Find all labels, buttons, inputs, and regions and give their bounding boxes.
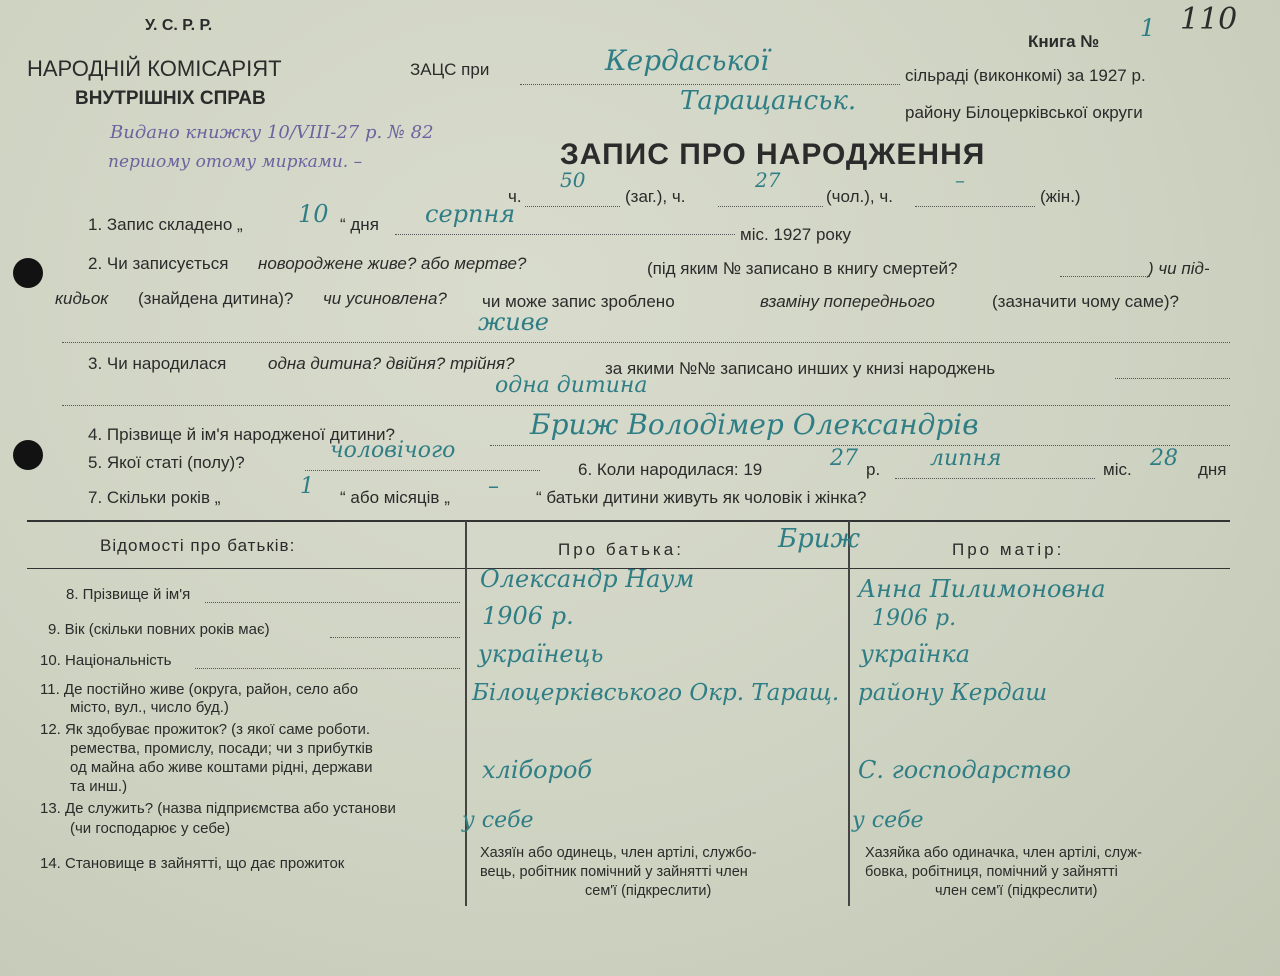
field-2-label-h: чи може запис зроблено bbox=[482, 292, 675, 311]
row-11-mother-handwritten: району Кердаш bbox=[858, 680, 1048, 706]
row-13-label: 13. Де служить? (назва підприємства або установи bbox=[40, 800, 396, 817]
row-14-mother-line-3: член сем'ї (підкреслити) bbox=[935, 883, 1098, 899]
field-2-answer-handwritten: живе bbox=[478, 308, 549, 336]
row-9-mother-handwritten: 1906 р. bbox=[872, 606, 957, 631]
field-6-month-line bbox=[895, 478, 1095, 479]
row-10-father-handwritten: українець bbox=[478, 640, 604, 668]
number-female-handwritten: – bbox=[955, 168, 965, 192]
table-header-father: Про батька: bbox=[558, 540, 684, 559]
field-5-answer-handwritten: чоловічого bbox=[330, 438, 456, 463]
field-3-line-b bbox=[62, 405, 1230, 406]
commissariat-line-2: ВНУТРІШНІХ СПРАВ bbox=[75, 88, 266, 109]
row-9-father-handwritten: 1906 р. bbox=[482, 602, 574, 630]
field-2-label-c: (під яким № записано в книгу смертей? bbox=[647, 259, 958, 278]
row-10-mother-handwritten: українка bbox=[860, 640, 971, 668]
table-header-father-surname-handwritten: Бриж bbox=[778, 524, 861, 554]
row-10-label-line bbox=[195, 668, 460, 669]
row-12-label: 12. Як здобуває прожиток? (з якої саме роботи. bbox=[40, 721, 371, 738]
row-8-label-line bbox=[205, 602, 460, 603]
zags-label: ЗАЦС при bbox=[410, 60, 490, 79]
field-3-line-a bbox=[1115, 378, 1230, 379]
field-7-label-b: “ або місяців „ bbox=[340, 488, 450, 507]
row-10-label: 10. Національність bbox=[40, 652, 172, 669]
number-total-line bbox=[525, 206, 620, 207]
row-14-mother-line-1: Хазяйка або одиначка, член артілі, служ- bbox=[865, 845, 1142, 861]
field-4-line bbox=[490, 445, 1230, 446]
field-6-day-handwritten: 28 bbox=[1150, 446, 1178, 471]
row-14-father-line-2: вець, робітник помічний у зайнятті член bbox=[480, 864, 748, 880]
ussr-label: У. С. Р. Р. bbox=[145, 17, 213, 34]
row-14-label: 14. Становище в зайнятті, що дає прожиток bbox=[40, 855, 345, 872]
row-13-father-handwritten: у себе bbox=[462, 808, 534, 833]
number-zhin-label: (жін.) bbox=[1040, 187, 1081, 206]
field-6-label-d: дня bbox=[1198, 460, 1227, 479]
book-label: Книга № bbox=[1028, 32, 1100, 51]
issuance-note-line-1: Видано книжку 10/VIII-27 р. № 82 bbox=[110, 122, 434, 143]
field-3-label-b: одна дитина? двійня? трійня? bbox=[268, 354, 515, 373]
table-divider-2 bbox=[848, 521, 850, 906]
field-1-month-handwritten: серпня bbox=[425, 200, 516, 228]
field-2-label-e: кидьок bbox=[55, 289, 109, 308]
row-8-label: 8. Прізвище й ім'я bbox=[66, 586, 191, 603]
number-chol-label: (чол.), ч. bbox=[826, 187, 893, 206]
punch-hole-top bbox=[13, 258, 43, 288]
row-14-father-line-3: сем'ї (підкреслити) bbox=[585, 883, 712, 899]
field-2-answer-line bbox=[62, 342, 1230, 343]
field-6-label-b: р. bbox=[866, 460, 881, 479]
district-handwritten: Таращанськ. bbox=[680, 86, 857, 116]
field-4-label: 4. Прізвище й ім'я народженої дитини? bbox=[88, 425, 395, 444]
row-9-label-line bbox=[330, 637, 460, 638]
table-header-parents: Відомості про батьків: bbox=[100, 536, 296, 555]
number-zag-label: (заг.), ч. bbox=[625, 187, 686, 206]
row-11-father-handwritten: Білоцерківського Окр. Таращ. bbox=[472, 680, 840, 706]
field-6-year-handwritten: 27 bbox=[830, 446, 858, 471]
page-title: ЗАПИС ПРО НАРОДЖЕННЯ bbox=[560, 138, 986, 171]
row-14-father-line-1: Хазяїн або одинець, член артілі, службо- bbox=[480, 845, 757, 861]
row-9-label: 9. Вік (скільки повних років має) bbox=[48, 621, 270, 638]
table-top-rule bbox=[27, 520, 1230, 522]
selrada-label: сільраді (виконкомі) за 1927 р. bbox=[905, 66, 1146, 85]
row-12-label-3: од майна або живе коштами рідні, держави bbox=[70, 759, 373, 776]
village-line bbox=[520, 84, 900, 85]
table-divider-1 bbox=[465, 521, 467, 906]
field-2-label-b: новороджене живе? або мертве? bbox=[258, 254, 527, 273]
field-7-years-handwritten: 1 bbox=[300, 474, 314, 499]
table-header-mother: Про матір: bbox=[952, 540, 1065, 559]
field-7-label-a: 7. Скільки років „ bbox=[88, 488, 221, 507]
field-3-label-c: за якими №№ записано инших у книзі народжень bbox=[605, 359, 996, 378]
archive-number-handwritten: 110 bbox=[1180, 2, 1238, 37]
field-6-label-a: 6. Коли народилася: 19 bbox=[578, 460, 763, 479]
field-6-month-handwritten: липня bbox=[930, 446, 1002, 471]
row-11-label-2: місто, вул., число буд.) bbox=[70, 699, 229, 716]
number-total-handwritten: 50 bbox=[560, 168, 586, 192]
row-13-mother-handwritten: у себе bbox=[852, 808, 924, 833]
row-12-father-handwritten: хлібороб bbox=[482, 756, 593, 784]
commissariat-line-1: НАРОДНІЙ КОМІСАРІЯТ bbox=[27, 56, 282, 81]
number-male-handwritten: 27 bbox=[755, 168, 781, 192]
field-1-label-a: 1. Запис складено „ bbox=[88, 215, 243, 234]
punch-hole-bottom bbox=[13, 440, 43, 470]
field-2-label-d: ) чи під- bbox=[1148, 259, 1210, 278]
village-handwritten: Кердаської bbox=[605, 44, 770, 77]
field-5-label: 5. Якої статі (полу)? bbox=[88, 453, 245, 472]
field-6-label-c: міс. bbox=[1103, 460, 1132, 479]
raion-label: району Білоцерківської округи bbox=[905, 103, 1143, 122]
field-3-answer-handwritten: одна дитина bbox=[495, 373, 648, 398]
field-1-month-line bbox=[395, 234, 735, 235]
book-number-handwritten: 1 bbox=[1140, 14, 1156, 42]
number-male-line bbox=[718, 206, 823, 207]
field-2-label-j: (зазначити чому саме)? bbox=[992, 292, 1179, 311]
row-8-mother-handwritten: Анна Пилимоновна bbox=[858, 575, 1106, 603]
field-2-label-g: чи усиновлена? bbox=[323, 289, 447, 308]
field-2-label-i: взаміну попереднього bbox=[760, 292, 935, 311]
field-2-label-f: (знайдена дитина)? bbox=[138, 289, 294, 308]
issuance-note-line-2: першому отому мирками. – bbox=[108, 152, 363, 172]
field-7-label-c: “ батьки дитини живуть як чоловік і жінка? bbox=[536, 488, 867, 507]
field-2-label-a: 2. Чи записується bbox=[88, 254, 229, 273]
field-4-name-handwritten: Бриж Володімер Олександрів bbox=[530, 408, 979, 441]
field-2-death-line bbox=[1060, 276, 1150, 277]
number-ch-label: ч. bbox=[508, 187, 522, 206]
row-8-father-handwritten: Олександр Наум bbox=[480, 565, 695, 593]
row-14-mother-line-2: бовка, робітниця, помічний у зайнятті bbox=[865, 864, 1118, 880]
row-12-mother-handwritten: С. господарство bbox=[858, 756, 1072, 784]
number-female-line bbox=[915, 206, 1035, 207]
field-1-label-c: міс. 1927 року bbox=[740, 225, 851, 244]
field-1-label-b: “ дня bbox=[340, 215, 379, 234]
field-1-day-handwritten: 10 bbox=[298, 200, 329, 228]
row-12-label-2: ремества, промислу, посади; чи з прибутків bbox=[70, 740, 373, 757]
row-13-label-2: (чи господарює у себе) bbox=[70, 820, 231, 837]
row-12-label-4: та инш.) bbox=[70, 778, 128, 795]
row-11-label: 11. Де постійно живе (округа, район, село або bbox=[40, 681, 359, 698]
field-3-label-a: 3. Чи народилася bbox=[88, 354, 227, 373]
field-7-months-handwritten: – bbox=[488, 474, 499, 499]
field-5-line bbox=[305, 470, 540, 471]
